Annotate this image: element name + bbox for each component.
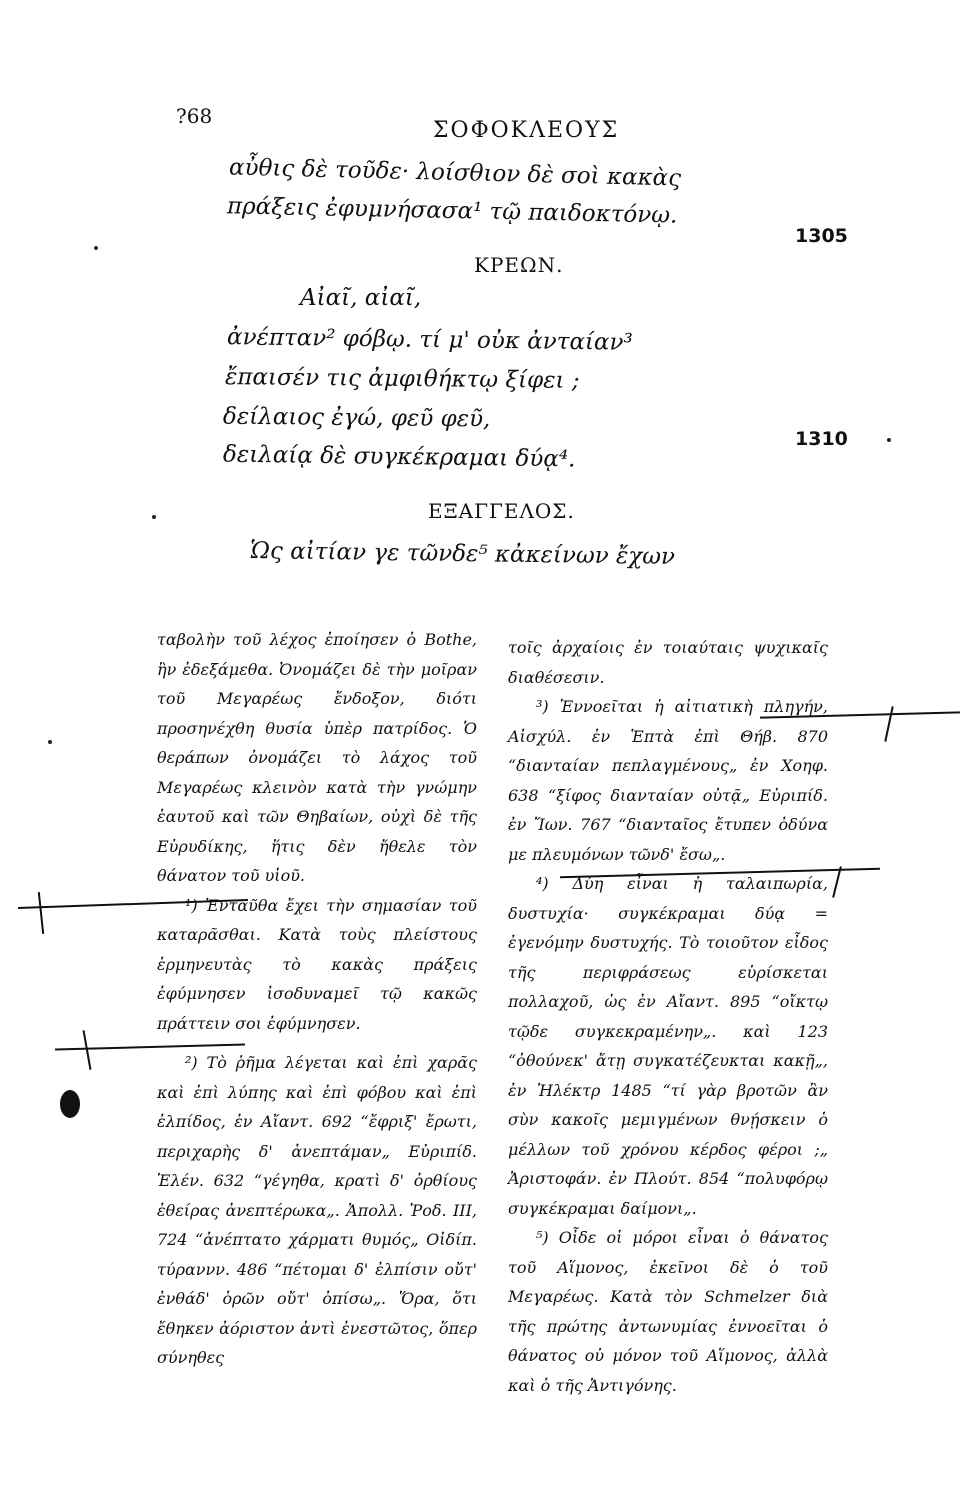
note-3: ³) Ἐννοεῖται ἡ αἰτιατικὴ πληγήν, Αἰσχύλ. ἐν Ἑπτὰ ἐπὶ Θήβ. 870 “διανταίαν πεπλαγμένους„ ἐν Χοηφ. 638 “ξίφος διανταίαν οὐτᾷ„ Εὐριπίδ. ἐν Ἴων. 767 “διανταῖος ἔτυπεν ὀδύνα με πλευμόνων τῶνδ' ἔσω„. <box>508 697 828 864</box>
notes-left-column <box>157 625 477 1373</box>
page-number: ?68 <box>176 104 213 128</box>
verse-line: αὖθις δὲ τοῦδε· λοίσθιον δὲ σοὶ κακὰς <box>228 154 682 192</box>
line-number-1305: 1305 <box>795 225 848 247</box>
note-5: ⁵) Οἶδε οἱ μόροι εἶναι ὁ θάνατος τοῦ Αἵμονος, ἐκεῖνοι δὲ ὁ τοῦ Μεγαρέως. Κατὰ τὸν Schmelzer διὰ τῆς πρώτης ἀντωνυμίας ἐννοεῖται ὁ θάνατος οὐ μόνον τοῦ Αἵμονος, ἀλλὰ καὶ ὁ τῆς Ἀντιγόνης. <box>508 1228 828 1395</box>
notes-right-column <box>508 633 828 1400</box>
note-4: ⁴) Δύη εἶναι ἡ ταλαιπωρία, δυστυχία· συγκέκραμαι δύᾳ = ἐγενόμην δυστυχής. Τὸ τοιοῦτον εἶδος τῆς περιφράσεως εὑρίσκεται πολλαχοῦ, ὡς ἐν Αἴαντ. 895 “οἴκτῳ τῷδε συγκεκραμένην„. καὶ 123 “ὀθούνεκ' ἄτῃ συγκατέζευκται κακῇ„, ἐν Ἠλέκτρ 1485 “τί γὰρ βροτῶν ἂν σὺν κακοῖς μεμιγμένων θνῄσκειν ὁ μέλλων τοῦ χρόνου κέρδος φέροι ;„ Ἀριστοφάν. ἐν Πλούτ. 854 “πολυφόρῳ συγκέκραμαι δαίμονι„. <box>508 874 828 1218</box>
dust-speck <box>152 515 156 519</box>
line-number-1310: 1310 <box>795 428 848 450</box>
note-2: ²) Τὸ ῥῆμα λέγεται καὶ ἐπὶ χαρᾶς καὶ ἐπὶ λύπης καὶ ἐπὶ φόβου καὶ ἐπὶ ἐλπίδος, ἐν Αἴαντ. 692 “ἔφριξ' ἔρωτι, περιχαρὴς δ' ἀνεπτάμαν„ Εὐριπίδ. Ἑλέν. 632 “γέγηθα, κρατὶ δ' ὀρθίους ἐθείρας ἀνεπτέρωκα„. Ἀπολλ. Ῥοδ. III, 724 “ἀνέπτατο χάρματι θυμός„ Οἰδίπ. τύραννν. 486 “πέτομαι δ' ἐλπίσιν οὔτ' ἐνθάδ' ὁρῶν οὔτ' ὀπίσω„. Ὅρα, ὅτι ἔθηκεν ἀόριστον ἀντὶ ἐνεστῶτος, ὅπερ σύνηθες <box>157 1053 477 1367</box>
pen-tick-mark <box>83 1030 92 1070</box>
pen-tick-mark <box>884 706 893 742</box>
verse-line: ἀνέπταν² φόβῳ. τί μ' οὐκ ἀνταίαν³ <box>226 324 633 356</box>
dust-speck <box>94 246 98 250</box>
ink-blot <box>60 1090 80 1118</box>
dust-speck <box>887 438 891 442</box>
verse-line: δείλαιος ἐγώ, φεῦ φεῦ, <box>222 403 491 433</box>
verse-line: Αἰαῖ, αἰαῖ, <box>300 285 422 311</box>
verse-line: Ὡς αἰτίαν γε τῶνδε⁵ κἀκείνων ἔχων <box>249 538 676 570</box>
verse-line: δειλαίᾳ δὲ συγκέκραμαι δύᾳ⁴. <box>222 441 576 473</box>
note-continuation: τοῖς ἀρχαίοις ἐν τοιαύταις ψυχικαῖς διαθέσεσιν. <box>508 638 828 687</box>
note-1: ¹) Ἐνταῦθα ἔχει τὴν σημασίαν τοῦ καταρᾶσθαι. Κατὰ τοὺς πλείστους ἑρμηνευτὰς τὸ κακὰς πράξεις ἐφύμνησεν ἰσοδυναμεῖ τῷ κακῶς πράττειν σοι ἐφύμνησεν. <box>157 895 477 1033</box>
verse-line: πράξεις ἐφυμνήσασα¹ τῷ παιδοκτόνῳ. <box>226 193 678 229</box>
note-continuation: ταβολὴν τοῦ λέχος ἐποίησεν ὁ Bothe, ἣν ἐδεξάμεθα. Ὀνομάζει δὲ τὴν μοῖραν τοῦ Μεγαρέως ἔνδοξον, διότι προσηνέχθη θυσία ὑπὲρ πατρίδος. Ὁ θεράπων ὀνομάζει τὸ λάχος τοῦ Μεγαρέως κλεινὸν κατὰ τὴν γνώμην ἑαυτοῦ καὶ τῶν Θηβαίων, οὐχὶ δὲ τῆς Εὐρυδίκης, ἥτις δὲν ἤθελε τὸν θάνατον τοῦ υἱοῦ. <box>157 630 477 885</box>
speaker-messenger: ΕΞΑΓΓΕΛΟΣ. <box>428 499 575 523</box>
dust-speck <box>48 740 52 744</box>
verse-line: ἔπαισέν τις ἀμφιθήκτῳ ξίφει ; <box>224 364 580 394</box>
running-title: ΣΟΦΟΚΛΕΟΥΣ <box>433 118 620 143</box>
pen-tick-mark <box>38 892 44 934</box>
speaker-creon: ΚΡΕΩΝ. <box>474 253 564 277</box>
